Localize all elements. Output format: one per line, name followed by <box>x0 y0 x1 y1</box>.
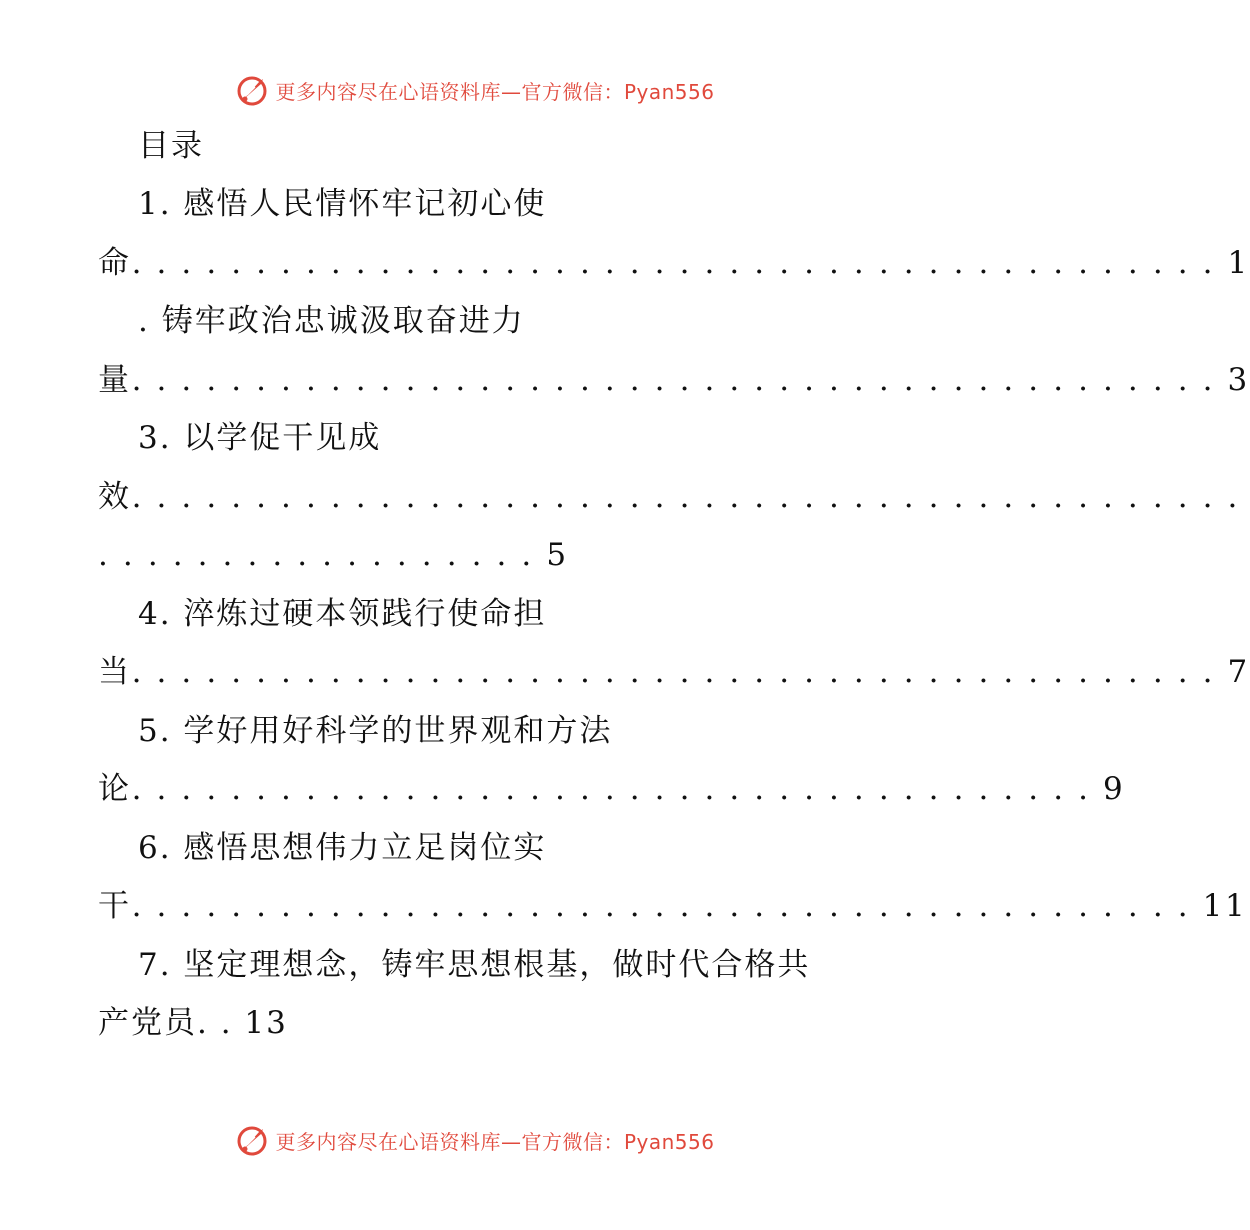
toc-entry-3-leader: 效. . . . . . . . . . . . . . . . . . . . . . . . . . . . . . . . . . . . . . . . . . . . . <box>98 479 1241 515</box>
toc-entry-2-page: 量. . . . . . . . . . . . . . . . . . . . . . . . . . . . . . . . . . . . . . . . . . . . 3 <box>98 362 1250 398</box>
footer-banner <box>0 1120 950 1160</box>
toc-entry-7-page: 产党员. . 13 <box>98 1005 288 1041</box>
banner-text: 更多内容尽在心语资料库—官方微信：Pyan556 <box>275 1129 715 1154</box>
toc-entry-5-page: 论. . . . . . . . . . . . . . . . . . . . . . . . . . . . . . . . . . . . . . . 9 <box>98 771 1126 807</box>
toc-entry-6-page: 干. . . . . . . . . . . . . . . . . . . . . . . . . . . . . . . . . . . . . . . . . . . 11 <box>98 888 1248 924</box>
toc-entry-5-title: 5. 学好用好科学的世界观和方法 <box>138 713 613 749</box>
header-banner <box>0 70 950 110</box>
toc-entry-3-title: 3. 以学促干见成 <box>138 420 382 456</box>
toc-title: 目录 <box>138 128 204 164</box>
quill-pen-logo-icon <box>235 1123 269 1157</box>
quill-pen-logo-icon <box>235 73 269 107</box>
toc-entry-1-page: 命. . . . . . . . . . . . . . . . . . . . . . . . . . . . . . . . . . . . . . . . . . . . 1 <box>98 245 1250 281</box>
toc-entry-3-page: . . . . . . . . . . . . . . . . . . 5 <box>98 537 569 573</box>
toc-entry-1-title: 1. 感悟人民情怀牢记初心使 <box>138 186 547 222</box>
toc-entry-4-page: 当. . . . . . . . . . . . . . . . . . . . . . . . . . . . . . . . . . . . . . . . . . . . 7 <box>98 654 1250 690</box>
toc-entry-2-title: . 铸牢政治忠诚汲取奋进力 <box>138 303 525 339</box>
toc-entry-7-title: 7. 坚定理想念，铸牢思想根基，做时代合格共 <box>138 947 811 983</box>
toc-entry-4-title: 4. 淬炼过硬本领践行使命担 <box>138 596 547 632</box>
toc-entry-6-title: 6. 感悟思想伟力立足岗位实 <box>138 830 547 866</box>
banner-text: 更多内容尽在心语资料库—官方微信：Pyan556 <box>275 79 715 104</box>
